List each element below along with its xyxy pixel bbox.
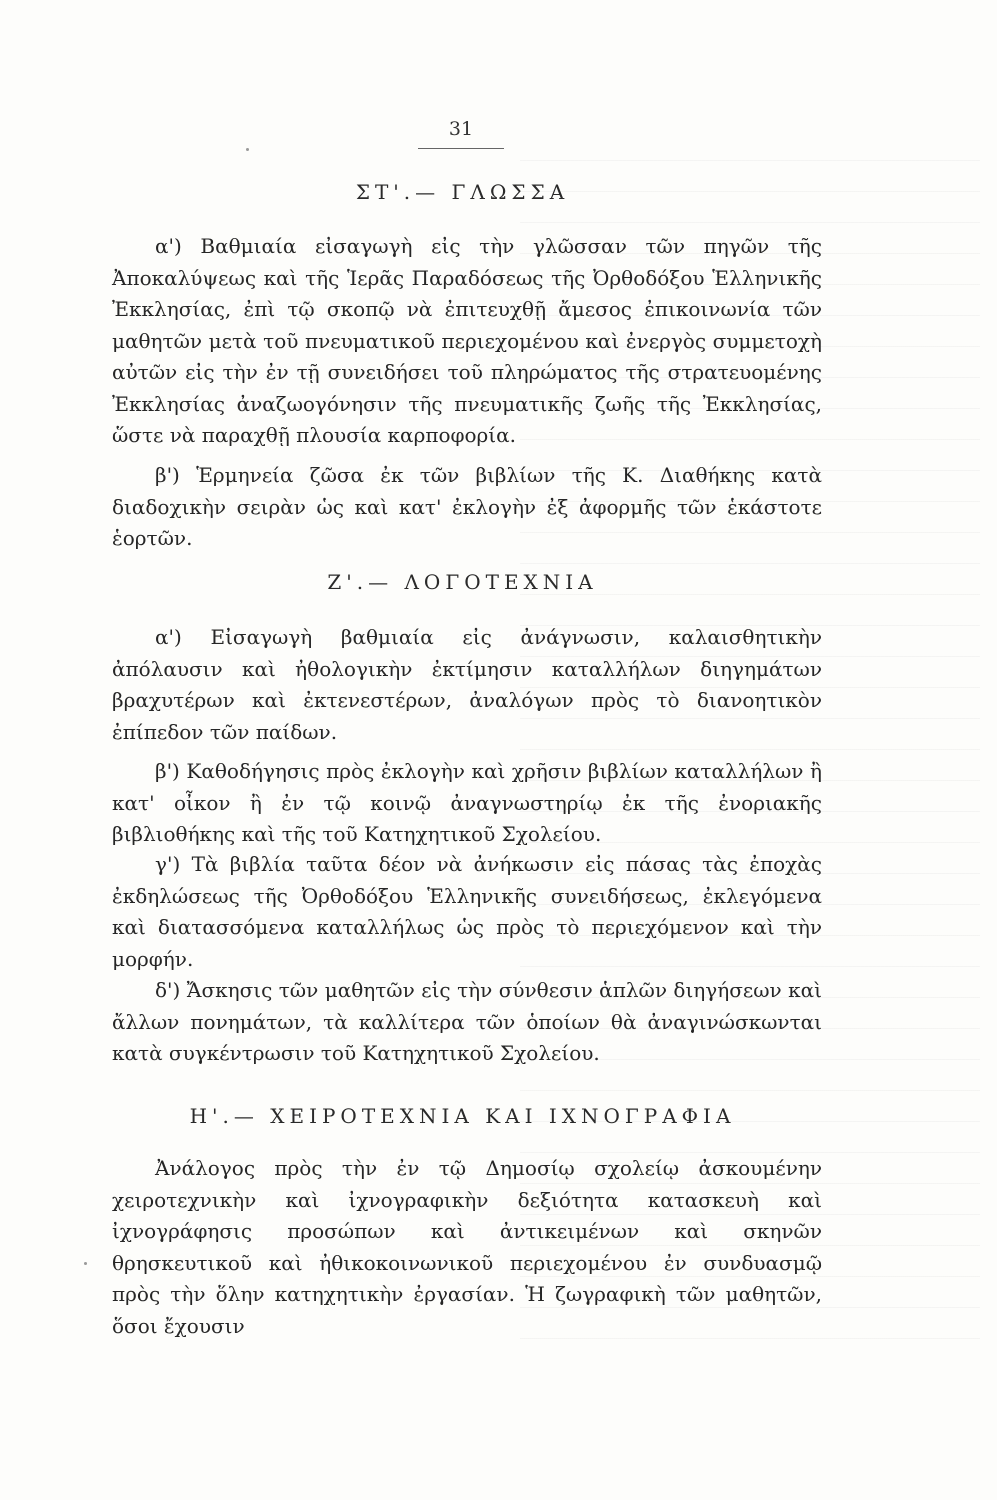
paragraph-cheirotechnia: Ἀνάλογος πρὸς τὴν ἐν τῷ Δημοσίῳ σχολείῳ ἀσκουμένην χειροτεχνικὴν καὶ ἰχνογραφικὴν δεξιότητα κατασκευὴ καὶ ἰχνογράφησις προσώπων καὶ ἀντικειμένων καὶ σκηνῶν θρησκευτικοῦ καὶ ἠθικοκοινωνικοῦ περιεχομένου ἐν συνδυασμῷ πρὸς τὴν ὅλην κατηχητικὴν ἐργασίαν. Ἡ ζωγραφικὴ τῶν μαθητῶν, ὅσοι ἔχουσιν (112, 1156, 822, 1338)
paragraph-logotechnia-d: δ') Ἄσκησις τῶν μαθητῶν εἰς τὴν σύνθεσιν ἁπλῶν διηγήσεων καὶ ἄλλων πονημάτων, τὰ καλλίτερα τῶν ὁποίων θὰ ἀναγινώσκωνται κατὰ συγκέντρωσιν τοῦ Κατηχητικοῦ Σχολείου. (112, 978, 822, 1065)
page-number: 31 (448, 118, 474, 140)
paragraph-logotechnia-a: α') Εἰσαγωγὴ βαθμιαία εἰς ἀνάγνωσιν, καλαισθητικὴν ἀπόλαυσιν καὶ ἠθολογικὴν ἐκτίμησιν καταλλήλων διηγημάτων βραχυτέρων καὶ ἐκτενεστέρων, ἀναλόγων πρὸς τὸ διανοητικὸν ἐπίπεδον τῶν παίδων. (112, 625, 822, 744)
paragraph-glossa-a: α') Βαθμιαία εἰσαγωγὴ εἰς τὴν γλῶσσαν τῶν πηγῶν τῆς Ἀποκαλύψεως καὶ τῆς Ἱερᾶς Παραδόσεως τῆς Ὀρθοδόξου Ἑλληνικῆς Ἐκκλησίας, ἐπὶ τῷ σκοπῷ νὰ ἐπιτευχθῇ ἄμεσος ἐπικοινωνία τῶν μαθητῶν μετὰ τοῦ πνευματικοῦ περιεχομένου καὶ ἐνεργὸς συμμετοχὴ αὐτῶν εἰς τὴν ἐν τῇ συνειδήσει τοῦ πληρώματος τῆς στρατευομένης Ἐκκλησίας ἀναζωογόνησιν τῆς πνευματικῆς ζωῆς τῆς Ἐκκλησίας, ὥστε νὰ παραχθῇ πλουσία καρποφορία. (112, 234, 822, 447)
section-heading-cheirotechnia: Η'.— ΧΕΙΡΟΤΕΧΝΙΑ ΚΑΙ ΙΧΝΟΓΡΑΦΙΑ (189, 1104, 736, 1128)
section-heading-logotechnia: Ζ'.— ΛΟΓΟΤΕΧΝΙΑ (327, 570, 598, 594)
scan-speck (246, 148, 249, 151)
paragraph-logotechnia-b: β') Καθοδήγησις πρὸς ἐκλογὴν καὶ χρῆσιν βιβλίων καταλλήλων ἢ κατ' οἶκον ἢ ἐν τῷ κοινῷ ἀναγνωστηρίῳ ἐκ τῆς ἐνοριακῆς βιβλιοθήκης καὶ τῆς τοῦ Κατηχητικοῦ Σχολείου. (112, 759, 822, 846)
paragraph-logotechnia-c: γ') Τὰ βιβλία ταῦτα δέον νὰ ἀνήκωσιν εἰς πάσας τὰς ἐποχὰς ἐκδηλώσεως τῆς Ὀρθοδόξου Ἑλληνικῆς συνειδήσεως, ἐκλεγόμενα καὶ διατασσόμενα καταλλήλως ὡς πρὸς τὸ περιεχόμενον καὶ τὴν μορφήν. (112, 852, 822, 971)
section-heading-glossa: ΣΤ'.— ΓΛΩΣΣΑ (355, 180, 570, 204)
page-number-rule (418, 148, 504, 149)
scan-speck (84, 1262, 87, 1265)
paragraph-glossa-b: β') Ἑρμηνεία ζῶσα ἐκ τῶν βιβλίων τῆς Κ. Διαθήκης κατὰ διαδοχικὴν σειρὰν ὡς καὶ κατ' ἐκλογὴν ἐξ ἀφορμῆς τῶν ἑκάστοτε ἑορτῶν. (112, 463, 822, 550)
